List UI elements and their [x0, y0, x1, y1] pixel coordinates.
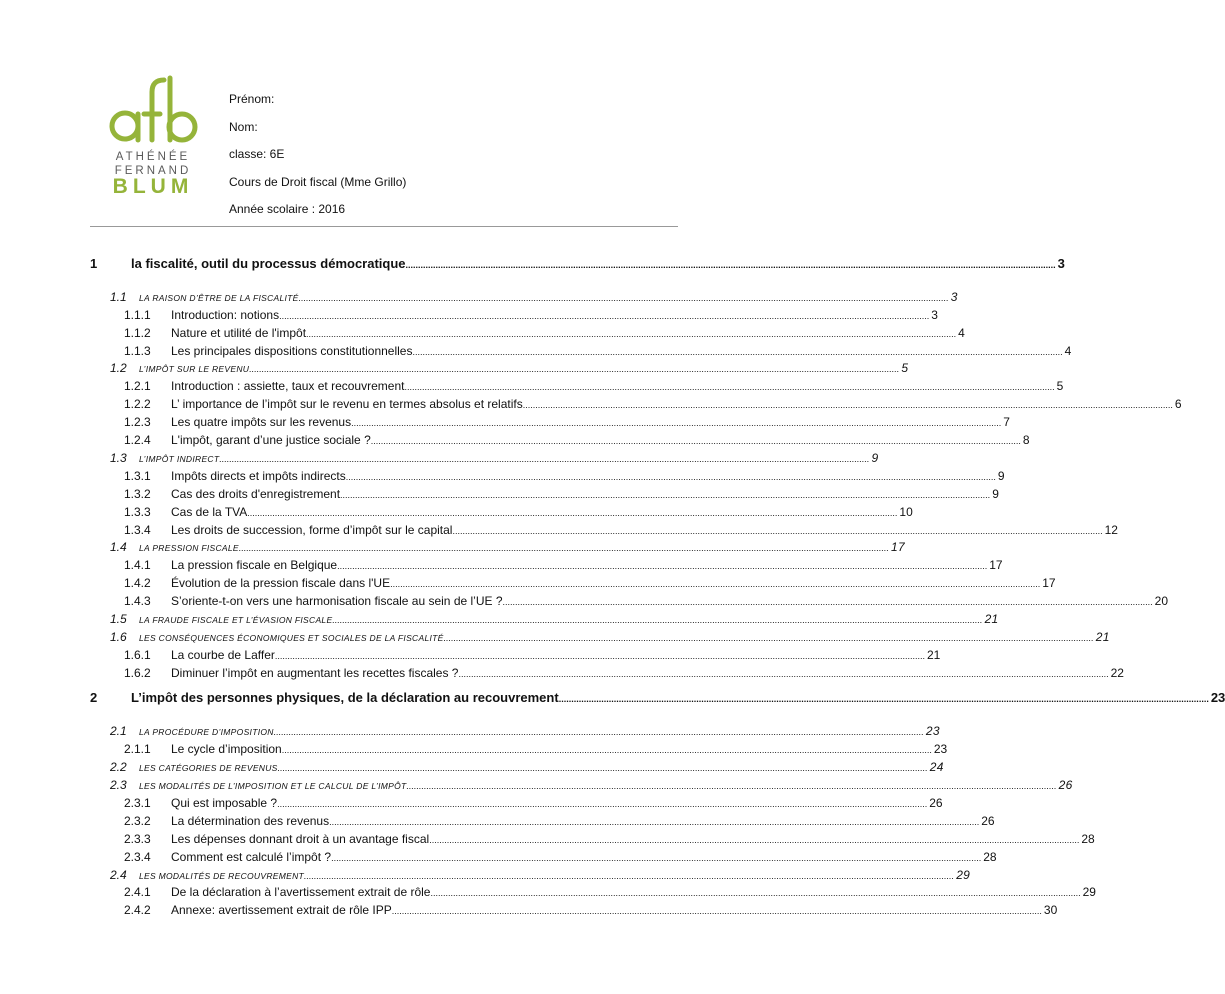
toc-entry-2-4[interactable]	[0, 866, 971, 884]
toc-dot-leader: ....................................................................................................................................................................................................................................................................	[429, 835, 1080, 845]
toc-entry-title: Introduction : assiette, taux et recouvrement	[171, 379, 405, 393]
toc-entry-title: L’IMPÔT INDIRECT	[139, 454, 220, 464]
toc-entry-title: LA PROCÉDURE D’IMPOSITION	[139, 727, 274, 737]
toc-entry-page: 29	[1082, 885, 1096, 899]
student-info-block	[229, 92, 406, 230]
toc-dot-leader: ....................................................................................................................................................................................................................................................................	[405, 260, 1056, 270]
toc-dot-leader: ....................................................................................................................................................................................................................................................................	[502, 597, 1153, 607]
toc-entry-title: Nature et utilité de l'impôt	[171, 326, 307, 340]
toc-entry-number: 2.3.1	[124, 796, 151, 810]
toc-entry-page: 22	[1110, 666, 1124, 680]
toc-dot-leader: ....................................................................................................................................................................................................................................................................	[345, 472, 996, 482]
toc-entry-2-4-1[interactable]	[0, 883, 1096, 901]
toc-entry-page: 17	[891, 540, 905, 554]
toc-entry-number: 1.4.2	[124, 576, 151, 590]
toc-dot-leader: ....................................................................................................................................................................................................................................................................	[412, 347, 1063, 357]
logo-line-blum: BLUM	[112, 175, 194, 198]
toc-entry-title: S’oriente-t-on vers une harmonisation fiscale au sein de l’UE ?	[171, 594, 503, 608]
toc-entry-title: Cas des droits d'enregistrement	[171, 487, 341, 501]
toc-entry-1-1-1[interactable]	[0, 306, 938, 324]
toc-entry-number: 1.4.3	[124, 594, 151, 608]
toc-entry-1-3-4[interactable]	[0, 521, 1118, 539]
toc-entry-number: 1.1.2	[124, 326, 151, 340]
toc-dot-leader: ....................................................................................................................................................................................................................................................................	[430, 888, 1081, 898]
toc-entry-page: 21	[927, 648, 941, 662]
toc-entry-page: 6	[1174, 397, 1182, 411]
toc-entry-number: 1.3.4	[124, 523, 151, 537]
toc-entry-title: Les dépenses donnant droit à un avantage fiscal	[171, 832, 430, 846]
toc-entry-number: 1.3.2	[124, 487, 151, 501]
toc-entry-number: 2.1	[110, 724, 127, 738]
toc-entry-1-2-1[interactable]	[0, 377, 1064, 395]
toc-entry-2-3-4[interactable]	[0, 848, 997, 866]
toc-entry-title: LES MODALITÉS DE RECOUVREMENT	[139, 871, 305, 881]
toc-entry-title: La courbe de Laffer	[171, 648, 275, 662]
toc-entry-title: Annexe: avertissement extrait de rôle IPP	[171, 903, 392, 917]
toc-entry-page: 5	[901, 361, 909, 375]
toc-dot-leader: ....................................................................................................................................................................................................................................................................	[443, 633, 1094, 643]
toc-dot-leader: ....................................................................................................................................................................................................................................................................	[219, 454, 870, 464]
toc-dot-leader: ....................................................................................................................................................................................................................................................................	[390, 579, 1041, 589]
toc-entry-1-6[interactable]	[0, 628, 1110, 646]
toc-entry-page: 12	[1104, 523, 1118, 537]
toc-entry-page: 7	[1003, 415, 1010, 429]
toc-entry-title: LES CONSÉQUENCES ÉCONOMIQUES ET SOCIALES DE LA FISCALITÉ	[139, 633, 444, 643]
toc-entry-page: 9	[997, 469, 1005, 483]
toc-dot-leader: ....................................................................................................................................................................................................................................................................	[277, 763, 928, 773]
toc-entry-1-6-2[interactable]	[0, 664, 1124, 682]
toc-entry-title: De la déclaration à l’avertissement extrait de rôle	[171, 885, 431, 899]
toc-dot-leader: ....................................................................................................................................................................................................................................................................	[281, 745, 932, 755]
toc-entry-number: 1.2.4	[124, 433, 151, 447]
toc-entry-page: 28	[983, 850, 997, 864]
toc-dot-leader: ....................................................................................................................................................................................................................................................................	[452, 526, 1103, 536]
toc-dot-leader: ....................................................................................................................................................................................................................................................................	[522, 400, 1173, 410]
toc-entry-1-5[interactable]	[0, 610, 999, 628]
toc-entry-page: 30	[1043, 903, 1058, 917]
toc-entry-title: Diminuer l’impôt en augmentant les recettes fiscales ?	[171, 666, 459, 680]
toc-entry-1-2-4[interactable]	[0, 431, 1030, 449]
toc-entry-title: L’impôt des personnes physiques, de la déclaration au recouvrement	[131, 690, 559, 705]
toc-entry-title: Qui est imposable ?	[171, 796, 278, 810]
toc-entry-page: 5	[1056, 379, 1064, 393]
toc-dot-leader: ....................................................................................................................................................................................................................................................................	[558, 694, 1209, 704]
toc-entry-2-1[interactable]	[0, 722, 940, 740]
toc-entry-2-1-1[interactable]	[0, 740, 948, 758]
toc-entry-number: 1.2	[110, 361, 127, 375]
toc-entry-page: 3	[931, 308, 938, 322]
toc-dot-leader: ....................................................................................................................................................................................................................................................................	[458, 669, 1109, 679]
school-year-label: Année scolaire : 2016	[229, 202, 346, 216]
toc-entry-2-3-3[interactable]	[0, 830, 1095, 848]
toc-entry-1-4[interactable]	[0, 538, 905, 556]
toc-dot-leader: ....................................................................................................................................................................................................................................................................	[331, 853, 982, 863]
toc-entry-1-2-3[interactable]	[0, 413, 1010, 431]
toc-entry-1-2[interactable]	[0, 359, 909, 377]
toc-entry-number: 2.1.1	[124, 742, 151, 756]
toc-entry-number: 2.4	[110, 868, 127, 882]
toc-entry-page: 24	[929, 760, 944, 774]
toc-entry-number: 2.4.1	[124, 885, 151, 899]
toc-entry-1-6-1[interactable]	[0, 646, 941, 664]
toc-entry-page: 3	[950, 290, 958, 304]
toc-entry-2-3[interactable]	[0, 776, 1073, 794]
toc-entry-page: 9	[871, 451, 879, 465]
toc-dot-leader: ....................................................................................................................................................................................................................................................................	[247, 508, 898, 518]
toc-entry-1-1-3[interactable]	[0, 342, 1072, 360]
toc-dot-leader: ....................................................................................................................................................................................................................................................................	[337, 561, 988, 571]
toc-entry-number: 2	[90, 690, 98, 705]
toc-entry-page: 26	[929, 796, 943, 810]
toc-entry-1-3-1[interactable]	[0, 467, 1005, 485]
toc-entry-1-4-1[interactable]	[0, 556, 1003, 574]
toc-entry-page: 26	[981, 814, 995, 828]
toc-entry-page: 23	[925, 724, 940, 738]
toc-dot-leader: ....................................................................................................................................................................................................................................................................	[404, 382, 1055, 392]
toc-entry-number: 1.4.1	[124, 558, 151, 572]
toc-entry-1-3-3[interactable]	[0, 503, 913, 521]
toc-entry-1[interactable]	[0, 255, 1065, 273]
toc-dot-leader: ....................................................................................................................................................................................................................................................................	[304, 871, 955, 881]
toc-entry-title: la fiscalité, outil du processus démocratique	[131, 256, 406, 271]
afb-monogram-icon	[108, 70, 198, 148]
toc-entry-title: Les droits de succession, forme d’impôt sur le capital	[171, 523, 453, 537]
toc-entry-title: L’IMPÔT SUR LE REVENU	[139, 364, 250, 374]
toc-entry-page: 9	[992, 487, 999, 501]
toc-entry-page: 17	[989, 558, 1003, 572]
toc-entry-number: 1.1	[110, 290, 127, 304]
toc-entry-page: 23	[1210, 690, 1225, 705]
toc-entry-title: Cas de la TVA	[171, 505, 248, 519]
toc-dot-leader: ....................................................................................................................................................................................................................................................................	[340, 490, 991, 500]
toc-entry-page: 21	[984, 612, 999, 626]
toc-dot-leader: ....................................................................................................................................................................................................................................................................	[391, 906, 1042, 916]
toc-entry-1-1-2[interactable]	[0, 324, 965, 342]
toc-entry-number: 2.3.4	[124, 850, 151, 864]
toc-entry-1-1[interactable]	[0, 288, 958, 306]
toc-entry-page: 29	[956, 868, 971, 882]
toc-entry-title: Comment est calculé l’impôt ?	[171, 850, 332, 864]
toc-entry-page: 20	[1154, 594, 1169, 608]
toc-entry-number: 1.2.3	[124, 415, 151, 429]
toc-dot-leader: ....................................................................................................................................................................................................................................................................	[249, 364, 900, 374]
toc-entry-number: 1.3.1	[124, 469, 151, 483]
toc-entry-page: 4	[1064, 344, 1072, 358]
toc-entry-2-3-1[interactable]	[0, 794, 943, 812]
toc-entry-title: LES MODALITÉS DE L’IMPOSITION ET LE CALCUL DE L’IMPÔT	[139, 781, 407, 791]
toc-entry-page: 10	[899, 505, 913, 519]
toc-entry-number: 1.3.3	[124, 505, 151, 519]
toc-entry-page: 26	[1058, 778, 1073, 792]
header-divider	[90, 226, 678, 227]
toc-entry-title: Impôts directs et impôts indirects	[171, 469, 346, 483]
firstname-label: Prénom:	[229, 92, 275, 106]
toc-entry-2-2[interactable]	[0, 758, 944, 776]
toc-entry-page: 8	[1022, 433, 1030, 447]
toc-entry-number: 1.6	[110, 630, 127, 644]
toc-entry-page: 4	[958, 326, 965, 340]
toc-entry-title: La détermination des revenus	[171, 814, 330, 828]
toc-entry-number: 2.2	[110, 760, 127, 774]
toc-entry-title: Le cycle d’imposition	[171, 742, 282, 756]
toc-dot-leader: ....................................................................................................................................................................................................................................................................	[277, 799, 928, 809]
toc-entry-number: 2.3.2	[124, 814, 151, 828]
toc-entry-page: 3	[1057, 256, 1065, 271]
toc-entry-title: Les principales dispositions constitutionnelles	[171, 344, 413, 358]
toc-dot-leader: ....................................................................................................................................................................................................................................................................	[273, 727, 924, 737]
toc-entry-number: 1.3	[110, 451, 127, 465]
toc-entry-title: LES CATÉGORIES DE REVENUS	[139, 763, 278, 773]
toc-entry-page: 28	[1081, 832, 1095, 846]
toc-dot-leader: ....................................................................................................................................................................................................................................................................	[332, 615, 983, 625]
toc-entry-number: 1.2.1	[124, 379, 151, 393]
toc-entry-title: L’ importance de l’impôt sur le revenu en termes absolus et relatifs	[171, 397, 523, 411]
class-label: classe: 6E	[229, 147, 285, 161]
toc-dot-leader: ....................................................................................................................................................................................................................................................................	[370, 436, 1021, 446]
toc-entry-1-3-2[interactable]	[0, 485, 999, 503]
toc-dot-leader: ....................................................................................................................................................................................................................................................................	[298, 293, 949, 303]
toc-entry-number: 2.3.3	[124, 832, 151, 846]
toc-entry-title: Introduction: notions	[171, 308, 280, 322]
toc-entry-number: 1	[90, 256, 98, 271]
toc-entry-number: 1.1.1	[124, 308, 151, 322]
toc-dot-leader: ....................................................................................................................................................................................................................................................................	[351, 418, 1002, 428]
logo-line-fernand: FERNAND	[114, 165, 192, 177]
toc-entry-2-3-2[interactable]	[0, 812, 995, 830]
toc-entry-page: 21	[1095, 630, 1110, 644]
course-label: Cours de Droit fiscal (Mme Grillo)	[229, 174, 407, 189]
toc-entry-page: 23	[933, 742, 948, 756]
toc-entry-title: LA RAISON D’ÊTRE DE LA FISCALITÉ	[139, 293, 299, 303]
toc-entry-1-2-2[interactable]	[0, 395, 1182, 413]
toc-entry-number: 1.2.2	[124, 397, 151, 411]
toc-dot-leader: ....................................................................................................................................................................................................................................................................	[306, 329, 957, 339]
toc-entry-number: 1.5	[110, 612, 127, 626]
toc-entry-number: 2.3	[110, 778, 127, 792]
lastname-label: Nom:	[229, 119, 258, 134]
toc-entry-title: LA PRESSION FISCALE	[139, 543, 239, 553]
toc-entry-number: 1.6.2	[124, 666, 151, 680]
toc-dot-leader: ....................................................................................................................................................................................................................................................................	[406, 781, 1057, 791]
toc-entry-title: L'impôt, garant d’une justice sociale ?	[171, 433, 371, 447]
toc-entry-1-4-3[interactable]	[0, 592, 1169, 610]
toc-entry-title: LA FRAUDE FISCALE ET L’ÉVASION FISCALE	[139, 615, 333, 625]
toc-entry-1-3[interactable]	[0, 449, 879, 467]
toc-entry-number: 1.4	[110, 540, 127, 554]
toc-entry-2-4-2[interactable]	[0, 901, 1058, 919]
toc-entry-1-4-2[interactable]	[0, 574, 1056, 592]
logo-line-athenee: ATHÉNÉE	[115, 151, 191, 163]
school-logo	[108, 70, 198, 200]
toc-entry-number: 1.6.1	[124, 648, 151, 662]
toc-entry-number: 1.1.3	[124, 344, 151, 358]
toc-dot-leader: ....................................................................................................................................................................................................................................................................	[274, 651, 925, 661]
toc-dot-leader: ....................................................................................................................................................................................................................................................................	[329, 817, 980, 827]
toc-entry-title: Évolution de la pression fiscale dans l'UE	[171, 576, 391, 590]
toc-dot-leader: ....................................................................................................................................................................................................................................................................	[279, 311, 930, 321]
toc-entry-2[interactable]	[0, 689, 1225, 707]
toc-entry-title: Les quatre impôts sur les revenus	[171, 415, 352, 429]
toc-dot-leader: ....................................................................................................................................................................................................................................................................	[238, 543, 890, 553]
toc-entry-title: La pression fiscale en Belgique	[171, 558, 338, 572]
toc-entry-page: 17	[1042, 576, 1056, 590]
toc-entry-number: 2.4.2	[124, 903, 151, 917]
